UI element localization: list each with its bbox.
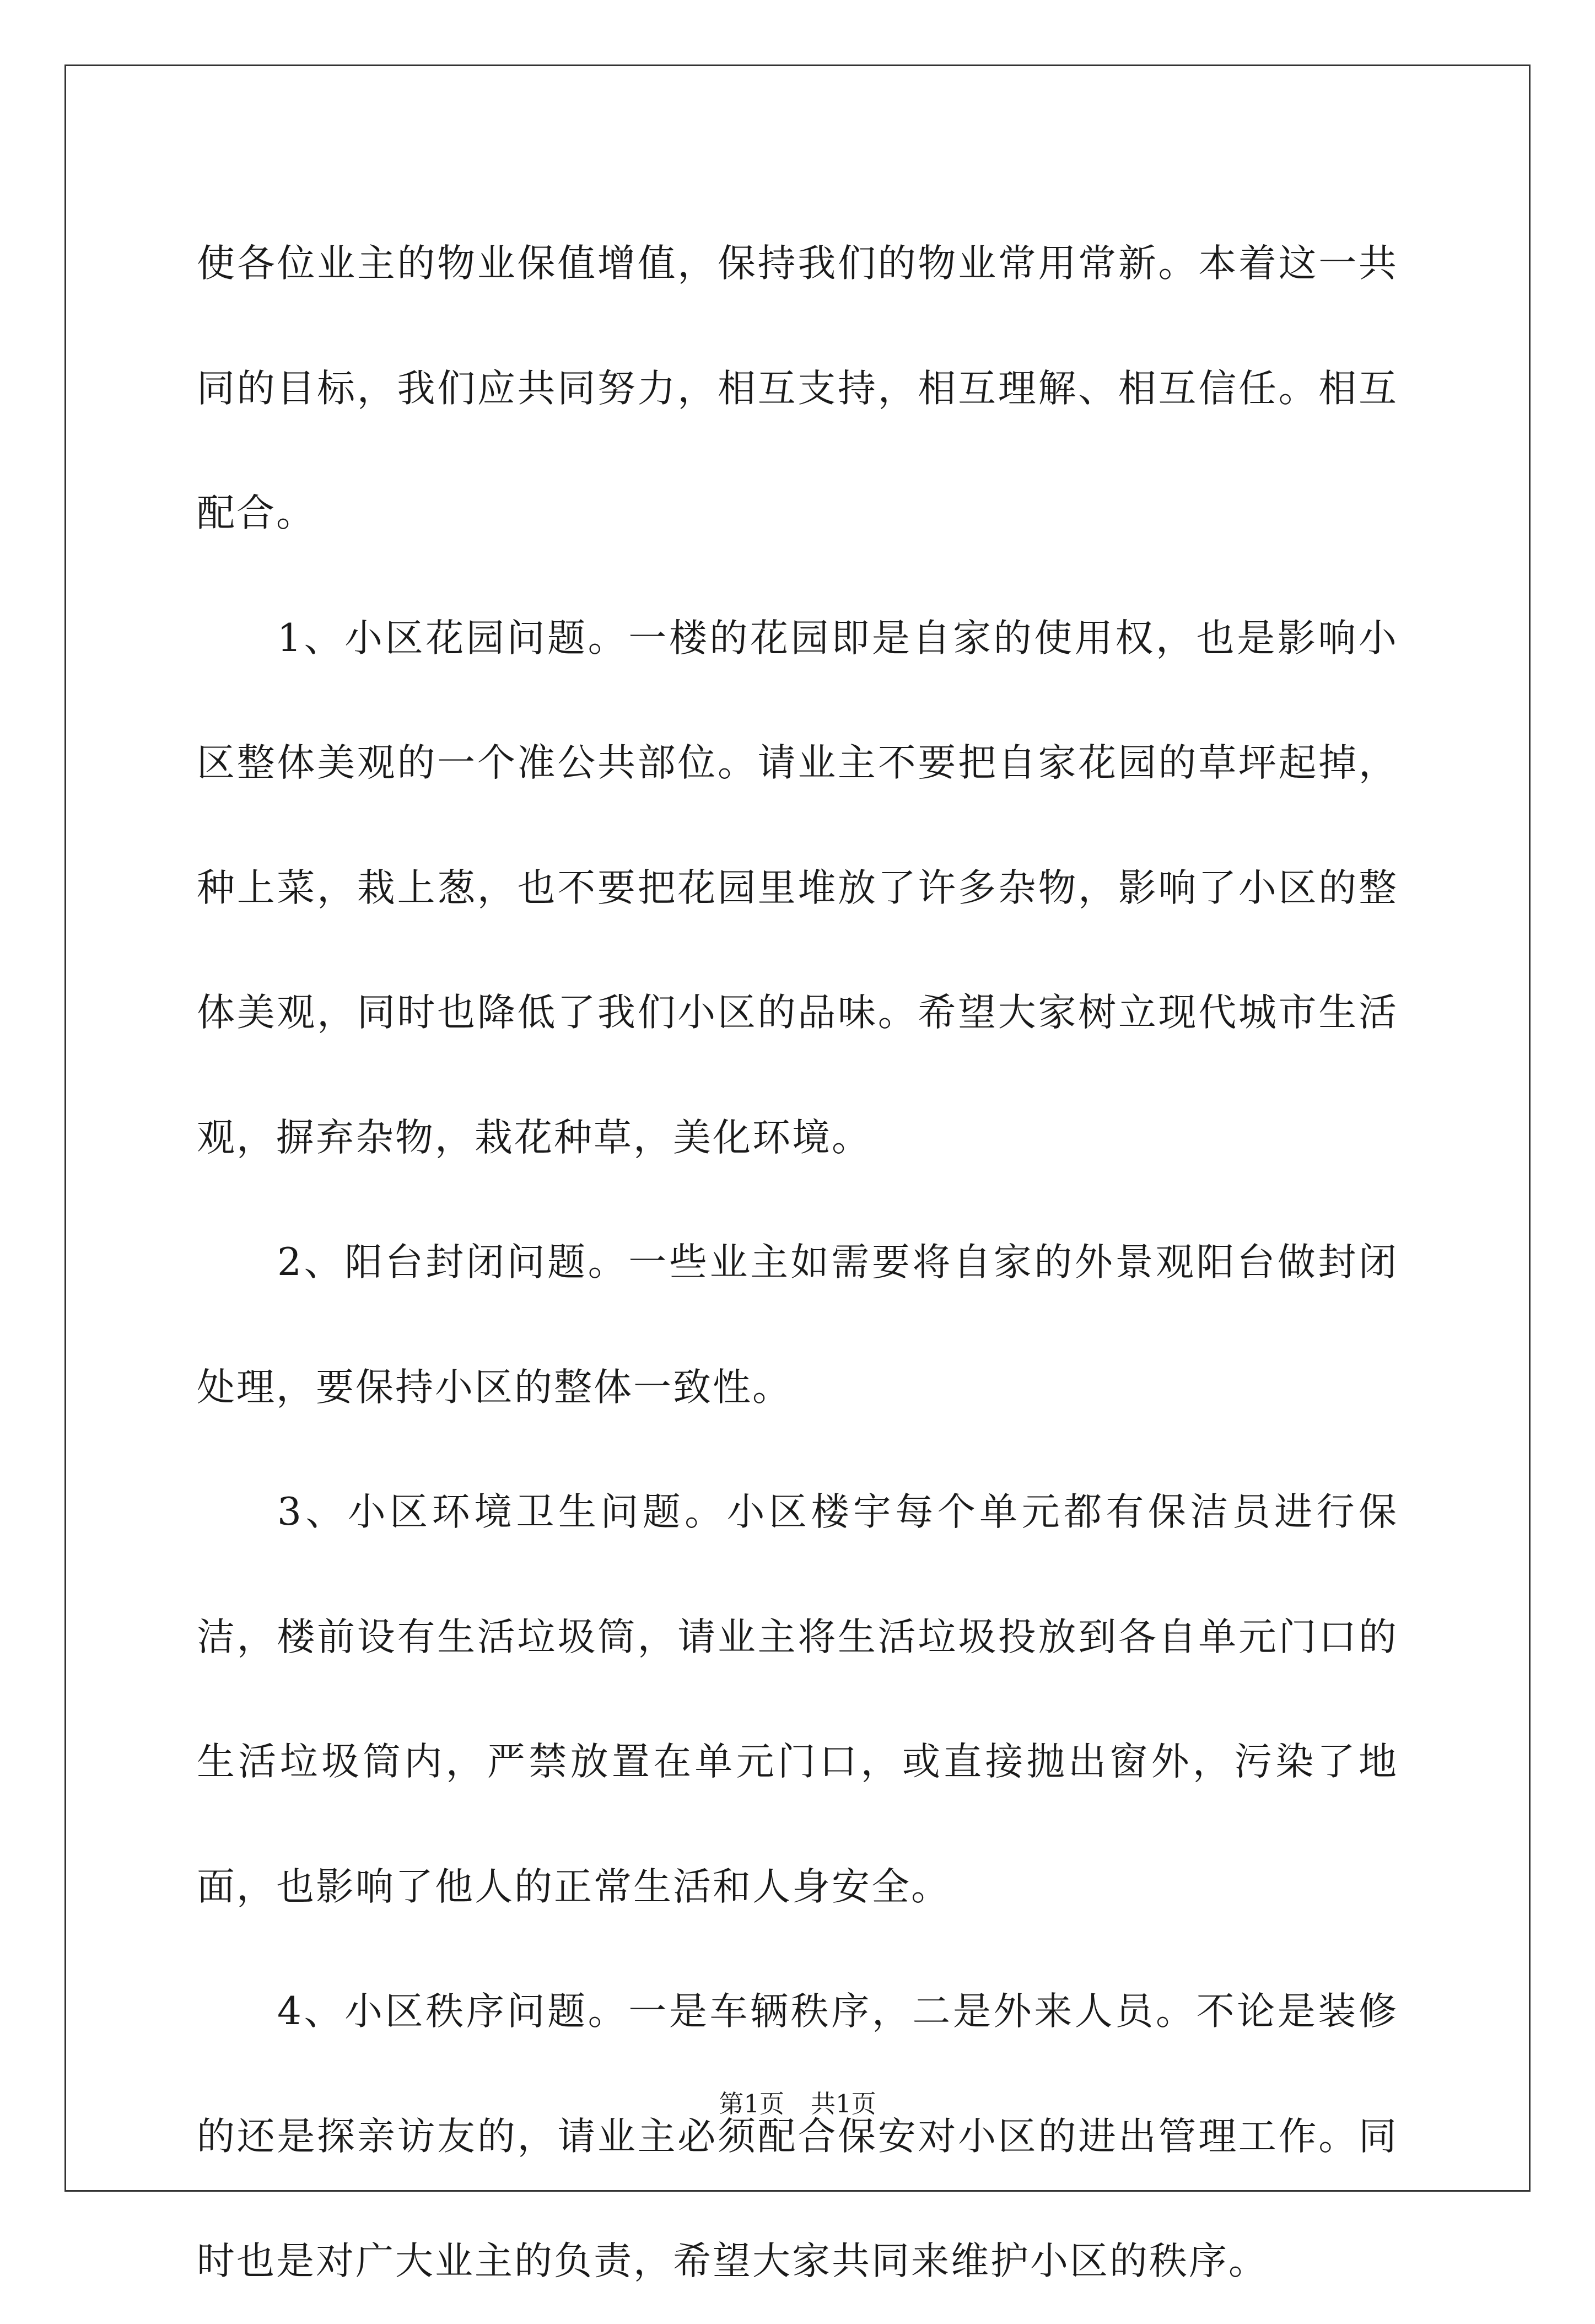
page-number-total: 共1页: [811, 2089, 876, 2118]
paragraph-intro: 使各位业主的物业保值增值，保持我们的物业常用常新。本着这一共同的目标，我们应共同努力，相互支持，相互理解、相互信任。相互配合。: [197, 241, 1398, 535]
document-body: [197, 201, 1398, 2324]
paragraph-balcony: 2、阳台封闭问题。一些业主如需要将自家的外景观阳台做封闭处理，要保持小区的整体一致性。: [197, 1240, 1398, 1410]
paragraph-garden: 1、小区花园问题。一楼的花园即是自家的使用权，也是影响小区整体美观的一个准公共部位。请业主不要把自家花园的草坪起掉，种上菜，栽上葱，也不要把花园里堆放了许多杂物，影响了小区的整体美观，同时也降低了我们小区的品味。希望大家树立现代城市生活观，摒弃杂物，栽花种草，美化环境。: [197, 616, 1398, 1160]
page-footer: [0, 2088, 1595, 2121]
paragraph-order: 4、小区秩序问题。一是车辆秩序，二是外来人员。不论是装修的还是探亲访友的，请业主必须配合保安对小区的进出管理工作。同时也是对广大业主的负责，希望大家共同来维护小区的秩序。: [197, 1989, 1398, 2283]
paragraph-sanitation: 3、小区环境卫生问题。小区楼宇每个单元都有保洁员进行保洁，楼前设有生活垃圾筒，请业主将生活垃圾投放到各自单元门口的生活垃圾筒内，严禁放置在单元门口，或直接抛出窗外，污染了地面，也影响了他人的正常生活和人身安全。: [197, 1490, 1398, 1909]
page-number-current: 第1页: [719, 2089, 784, 2118]
